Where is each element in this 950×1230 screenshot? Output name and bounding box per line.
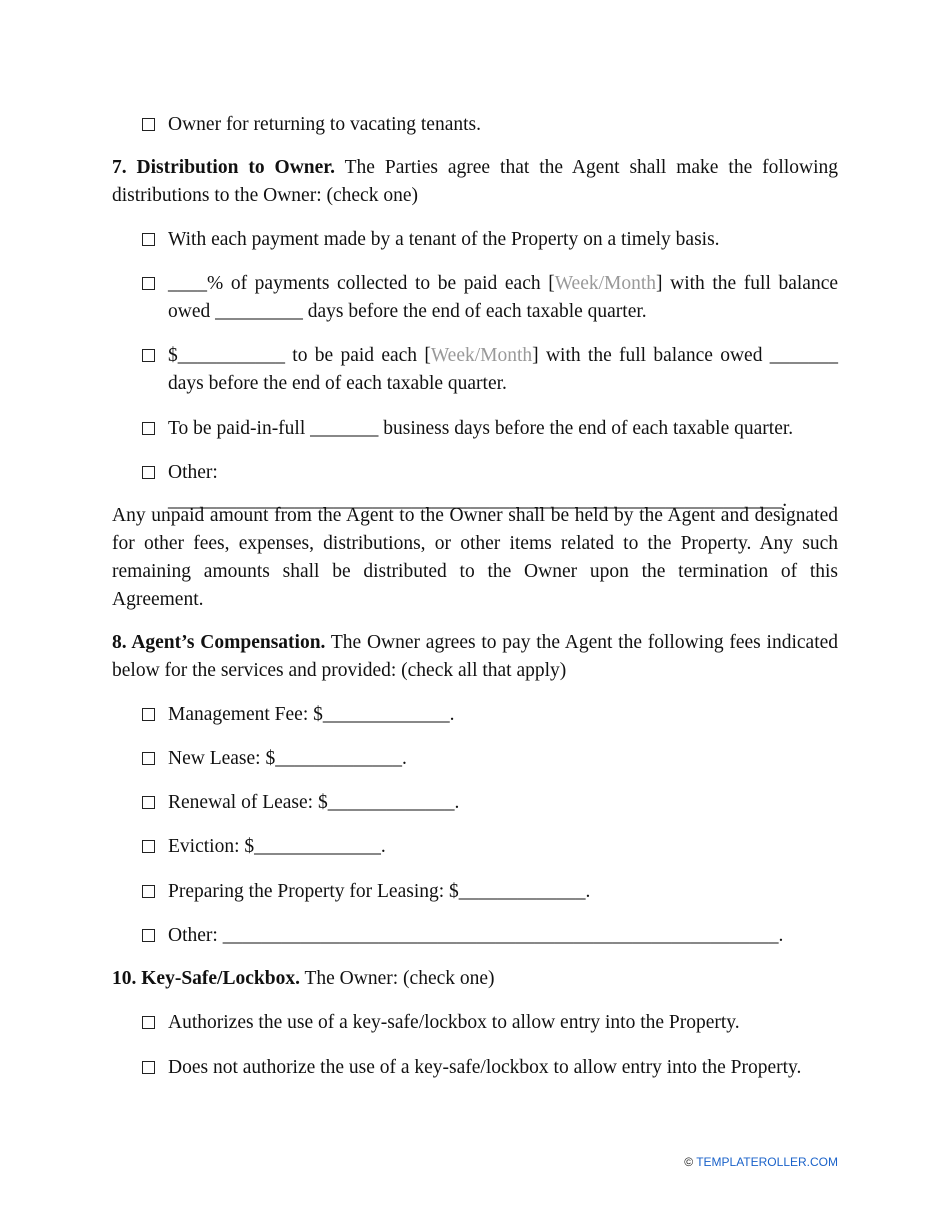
item-text: Does not authorize the use of a key-safe/lockbox to allow entry into the Property. [168,1057,802,1078]
fee-item-eviction [142,833,838,861]
checkbox[interactable] [142,840,155,853]
distribution-option-paid-in-full [142,415,838,443]
item-text [168,342,838,398]
item-text-post: ] with the full balance owed _________ days before the end of each taxable quarter. [168,273,839,322]
fee-item-preparing [142,878,838,906]
item-text: With each payment made by a tenant of the Property on a timely basis. [168,229,720,250]
fee-item-renewal [142,789,838,817]
item-text-pre: ____% of payments collected to be paid each [ [168,273,555,294]
item-text: New Lease: $_____________. [168,748,407,769]
section-10-paragraph [112,965,838,993]
checkbox[interactable] [142,349,155,362]
checkbox[interactable] [142,885,155,898]
checkbox[interactable] [142,708,155,721]
item-text: Eviction: $_____________. [168,836,386,857]
item-text: Renewal of Lease: $_____________. [168,792,460,813]
section-7-heading: 7. Distribution to Owner. [112,157,336,178]
distribution-option-fixed-amount [142,342,838,398]
section-7-closing: Any unpaid amount from the Agent to the Owner shall be held by the Agent and designated for other fees, expenses, distributions, or other items related to the Property. Any such remaining amounts shall be distributed to the Owner upon the termination of this Agreement. [112,505,838,610]
checkbox[interactable] [142,1016,155,1029]
section-8-heading: 8. Agent’s Compensation. [112,632,326,653]
checkbox[interactable] [142,796,155,809]
checkbox[interactable] [142,1061,155,1074]
section-8-intro: The Owner agrees to pay the Agent the following fees indicated below for the services and provided: (check all that apply) [112,632,839,681]
checkbox[interactable] [142,929,155,942]
checkbox[interactable] [142,422,155,435]
lockbox-option-authorizes [142,1009,838,1037]
section-10-intro: The Owner: (check one) [299,968,495,989]
section-8-paragraph [112,629,838,685]
checkbox-item-vacating-tenants [142,111,838,139]
distribution-option-each-payment [142,226,838,254]
checkbox[interactable] [142,466,155,479]
copyright-symbol: © [684,1155,694,1169]
item-text: Management Fee: $_____________. [168,704,455,725]
checkbox[interactable] [142,118,155,131]
fee-item-new-lease [142,745,838,773]
item-text: Preparing the Property for Leasing: $_____________. [168,881,591,902]
item-text: Other: _________________________________________________________. [168,925,784,946]
section-7-intro: The Parties agree that the Agent shall make the following distributions to the Owner: (check one) [112,157,838,206]
footer-site-link[interactable]: TEMPLATEROLLER.COM [696,1155,838,1169]
week-month-placeholder: Week/Month [430,345,533,366]
item-text: To be paid-in-full _______ business days before the end of each taxable quarter. [168,418,794,439]
item-text-pre: $___________ to be paid each [ [168,345,431,366]
item-text: Other: _______________________________________________________________. [168,462,788,511]
checkbox[interactable] [142,233,155,246]
checkbox[interactable] [142,752,155,765]
item-text: Owner for returning to vacating tenants. [168,114,481,135]
fee-item-management [142,701,838,729]
week-month-placeholder: Week/Month [554,273,657,294]
section-10-heading: 10. Key-Safe/Lockbox. [112,968,300,989]
section-7-paragraph [112,154,838,210]
checkbox[interactable] [142,277,155,290]
fee-item-other [142,922,838,950]
item-text: Authorizes the use of a key-safe/lockbox to allow entry into the Property. [168,1012,740,1033]
distribution-option-percent [142,270,838,326]
lockbox-option-does-not-authorize [142,1054,838,1082]
item-text-post: ] with the full balance owed _______ days before the end of each taxable quarter. [168,345,839,394]
item-text [168,270,838,326]
footer [684,1154,838,1170]
